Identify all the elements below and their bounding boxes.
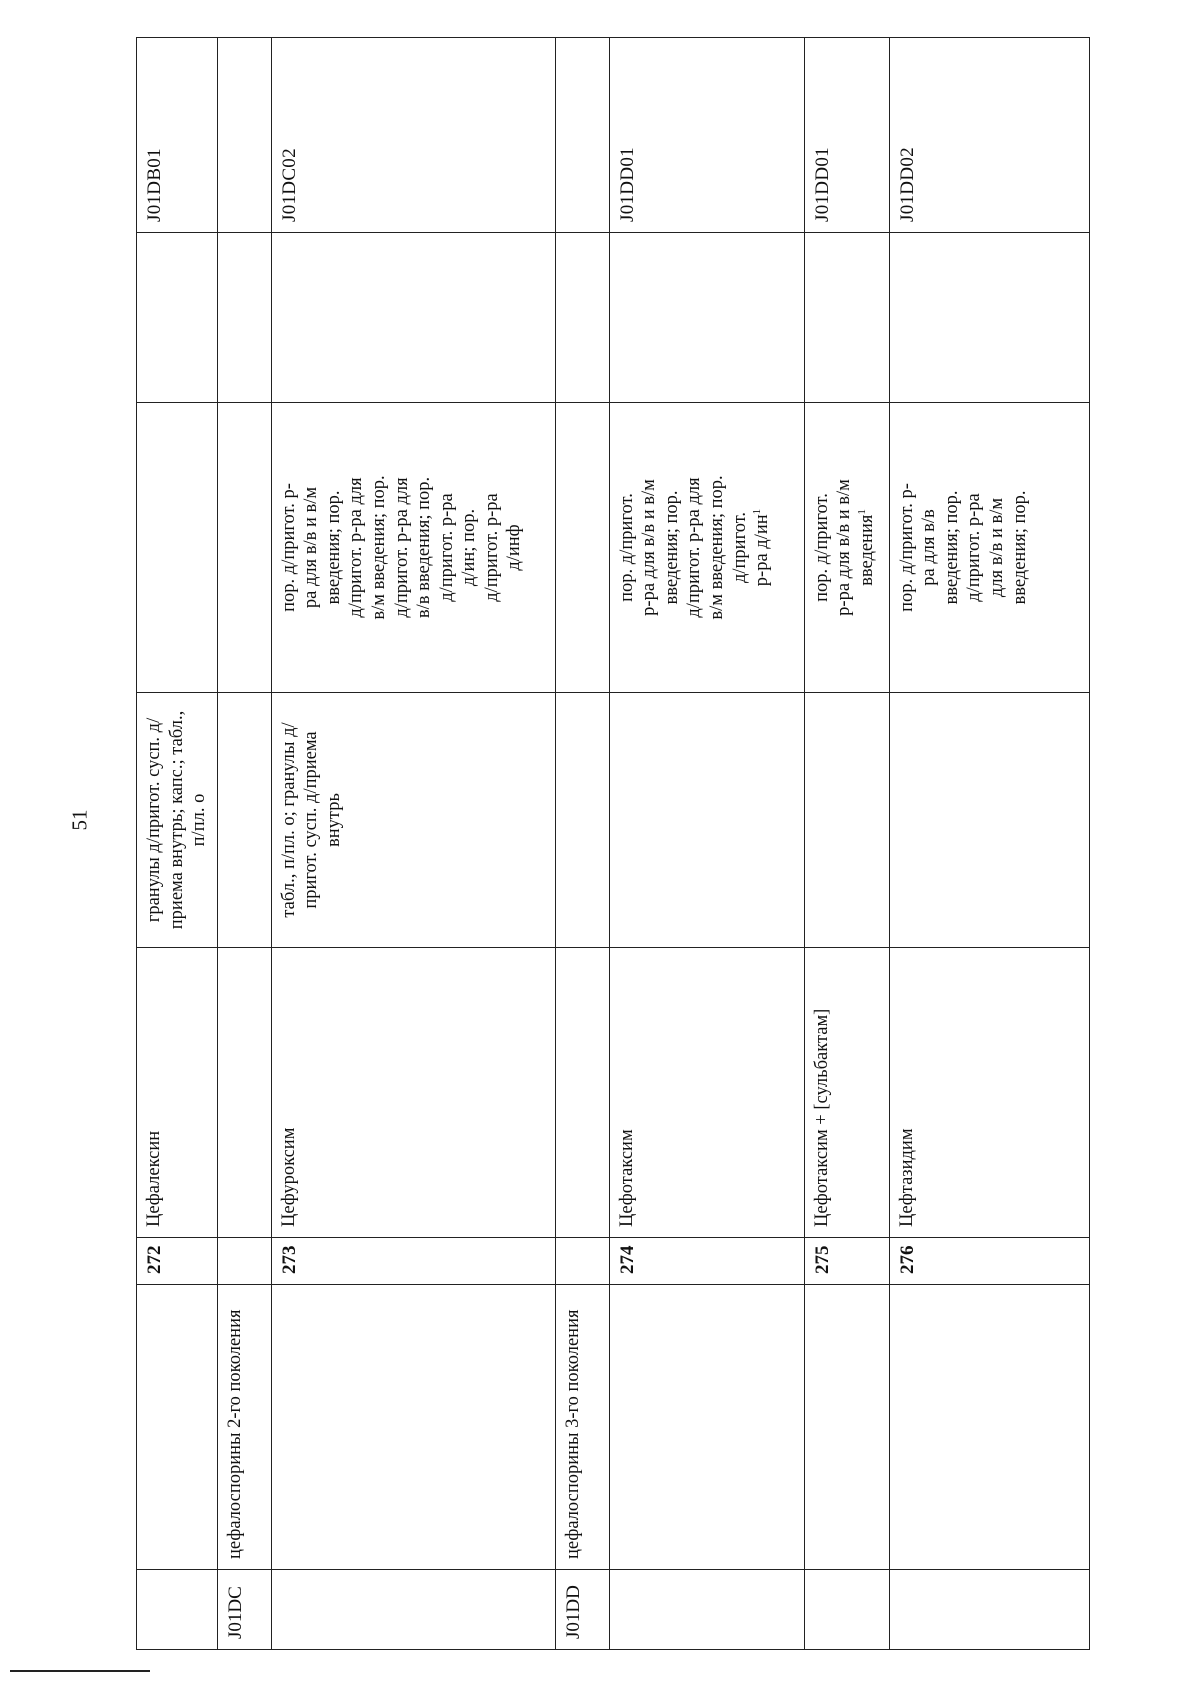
cell-group: цефалоспорины 2-го поколения xyxy=(217,1285,271,1570)
cell-number xyxy=(217,1238,271,1285)
cell-code xyxy=(804,1570,889,1650)
cell-group xyxy=(804,1285,889,1570)
cell-code xyxy=(889,1570,1089,1650)
cell-number: 275 xyxy=(804,1238,889,1285)
cell-dosage-form xyxy=(217,693,271,948)
cell-code: J01DC xyxy=(217,1570,271,1650)
cell-extra xyxy=(889,233,1089,403)
table-row xyxy=(217,38,271,1650)
cell-drug-name: Цефотаксим xyxy=(609,948,804,1238)
cell-dosage-form-injection-text: пор. д/пригот. р-ра для в/в и в/м введения xyxy=(811,479,877,616)
cell-extra xyxy=(555,233,609,403)
cell-dosage-form-injection: пор. д/пригот. р- ра для в/в и в/м введения; пор. д/пригот. р-ра для в/м введения; пор. д/пригот. р-ра для в/в введения; пор. д/пригот. р-ра д/ин; пор. д/пригот. р-ра д/инф xyxy=(271,403,555,693)
cell-dosage-form xyxy=(555,693,609,948)
cell-atc-code: J01DD01 xyxy=(804,38,889,233)
cell-code xyxy=(609,1570,804,1650)
cell-dosage-form: гранулы д/пригот. сусп. д/приема внутрь; капс.; табл., п/пл. о xyxy=(137,693,218,948)
cell-extra xyxy=(217,233,271,403)
table-row xyxy=(804,38,889,1650)
cell-dosage-form-injection xyxy=(804,403,889,693)
footnote-marker: 1 xyxy=(855,509,868,515)
cell-number xyxy=(555,1238,609,1285)
cell-group xyxy=(889,1285,1089,1570)
footnote-separator xyxy=(10,1670,150,1672)
cell-dosage-form-injection: пор. д/пригот. р- ра для в/в введения; пор. д/пригот. р-ра для в/в и в/м введения; пор. xyxy=(889,403,1089,693)
cell-extra xyxy=(137,233,218,403)
table-row xyxy=(555,38,609,1650)
footnote-marker: 1 xyxy=(751,508,764,515)
rotated-table-wrapper xyxy=(136,38,1084,1650)
cell-drug-name: Цефтазидим xyxy=(889,948,1089,1238)
cell-atc-code xyxy=(217,38,271,233)
cell-code: J01DD xyxy=(555,1570,609,1650)
cell-group: цефалоспорины 3-го поколения xyxy=(555,1285,609,1570)
cell-number: 273 xyxy=(271,1238,555,1285)
cell-group xyxy=(271,1285,555,1570)
cell-code xyxy=(137,1570,218,1650)
cell-dosage-form xyxy=(804,693,889,948)
page-number: 51 xyxy=(67,809,92,831)
cell-extra xyxy=(609,233,804,403)
table-row xyxy=(609,38,804,1650)
cell-code xyxy=(271,1570,555,1650)
cell-dosage-form xyxy=(889,693,1089,948)
cell-drug-name xyxy=(217,948,271,1238)
cell-extra xyxy=(271,233,555,403)
cell-atc-code: J01DB01 xyxy=(137,38,218,233)
cell-number: 276 xyxy=(889,1238,1089,1285)
cell-atc-code: J01DD02 xyxy=(889,38,1089,233)
cell-dosage-form-injection-text: пор. д/пригот. р-ра для в/в и в/м введения; пор. д/пригот. р-ра для в/м введения; пор. д/пригот. р-ра д/ин xyxy=(616,475,773,620)
cell-atc-code: J01DD01 xyxy=(609,38,804,233)
cell-dosage-form-injection xyxy=(217,403,271,693)
cell-number: 274 xyxy=(609,1238,804,1285)
cell-dosage-form: табл., п/пл. о; гранулы д/пригот. сусп. д/приема внутрь xyxy=(271,693,555,948)
cell-group xyxy=(137,1285,218,1570)
cell-drug-name: Цефуроксим xyxy=(271,948,555,1238)
cell-dosage-form-injection xyxy=(555,403,609,693)
drug-table xyxy=(136,37,1090,1650)
table-row xyxy=(137,38,218,1650)
cell-drug-name: Цефалексин xyxy=(137,948,218,1238)
cell-atc-code xyxy=(555,38,609,233)
cell-group xyxy=(609,1285,804,1570)
table-row xyxy=(271,38,555,1650)
cell-drug-name xyxy=(555,948,609,1238)
cell-extra xyxy=(804,233,889,403)
cell-dosage-form-injection xyxy=(137,403,218,693)
cell-number: 272 xyxy=(137,1238,218,1285)
cell-dosage-form xyxy=(609,693,804,948)
table-row xyxy=(889,38,1089,1650)
cell-drug-name: Цефотаксим + [сульбактам] xyxy=(804,948,889,1238)
cell-dosage-form-injection xyxy=(609,403,804,693)
cell-atc-code: J01DC02 xyxy=(271,38,555,233)
